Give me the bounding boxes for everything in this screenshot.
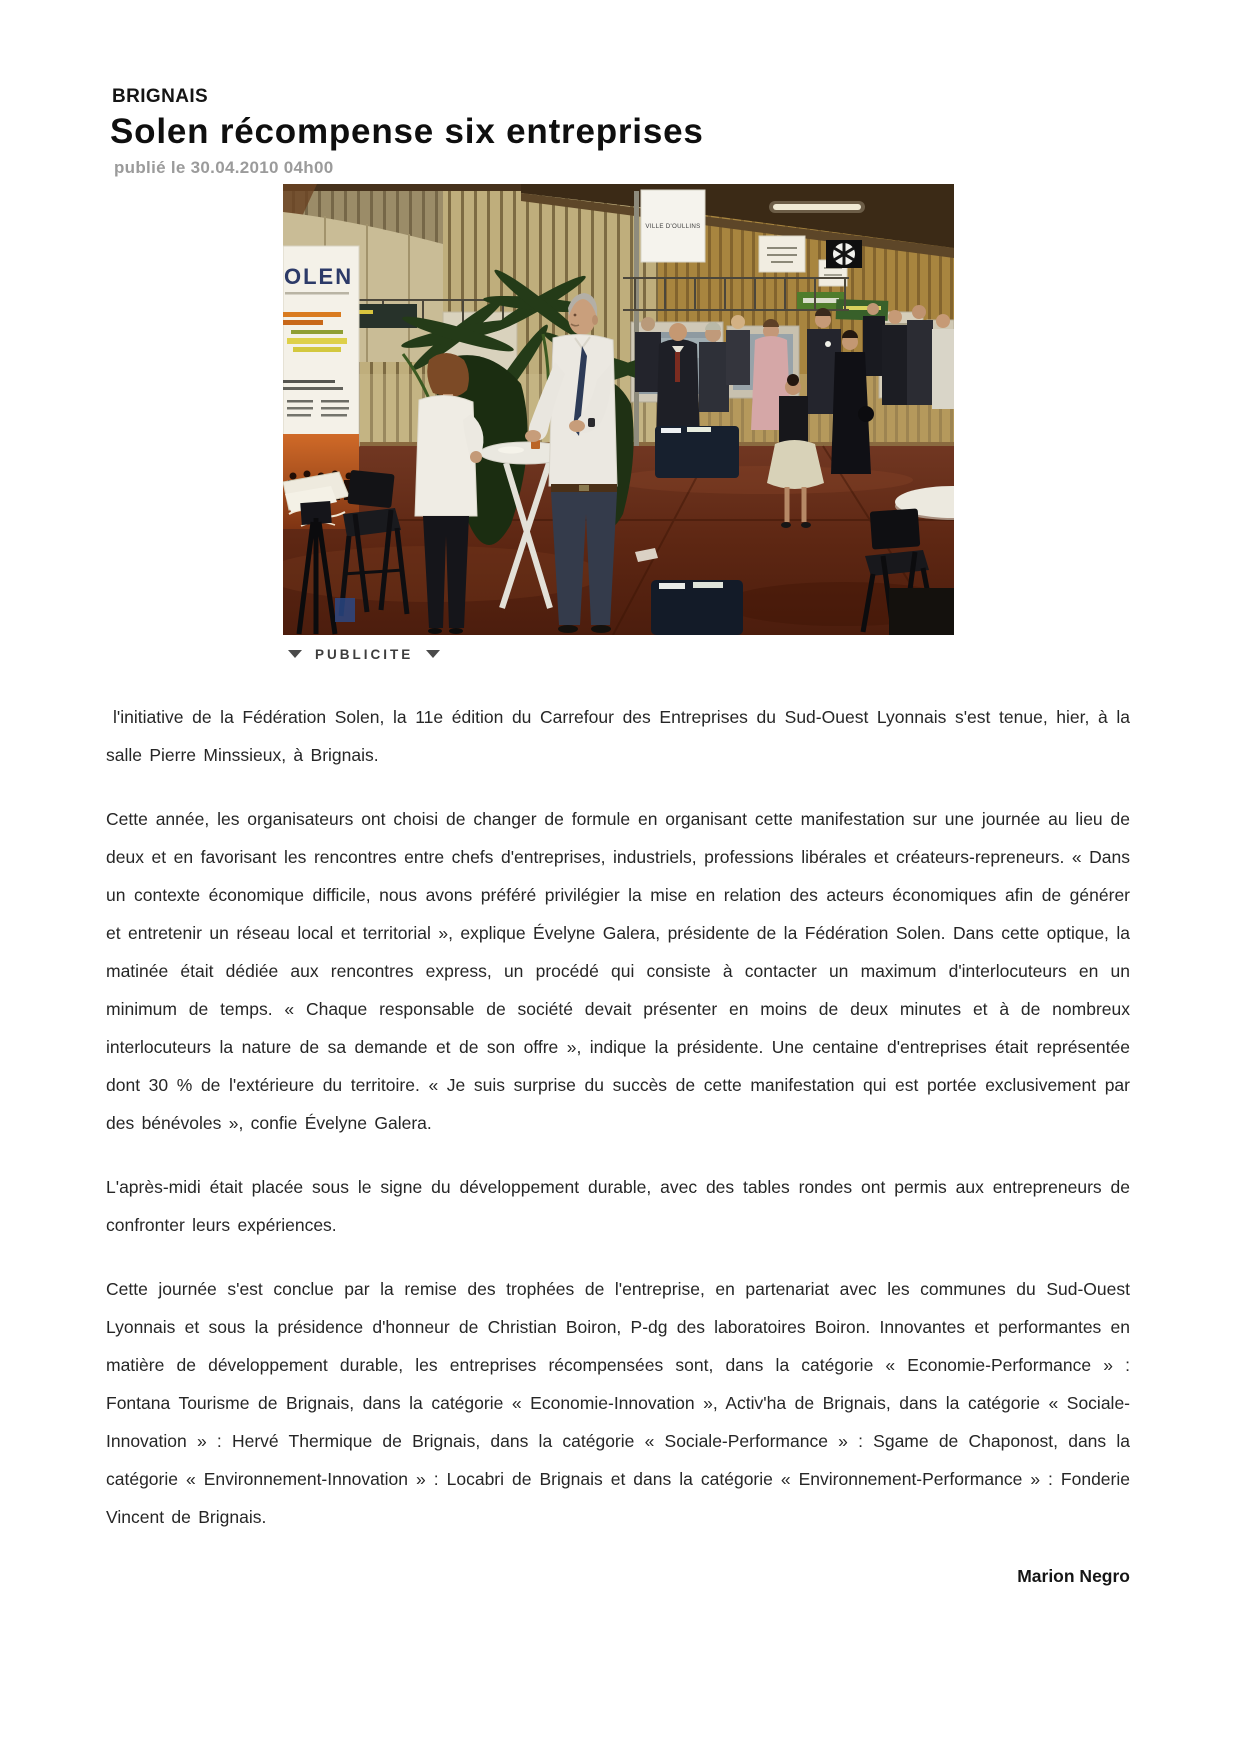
article-body: [106, 698, 1130, 1536]
paragraph-afternoon: L'après-midi était placée sous le signe du développement durable, avec des tables rondes ont permis aux entrepreneurs de confronter leurs expériences.: [106, 1177, 1130, 1235]
info-desk: [655, 426, 739, 478]
down-arrow-icon: [426, 650, 440, 658]
paragraph-intro: l'initiative de la Fédération Solen, la 11e édition du Carrefour des Entreprises du Sud-Ouest Lyonnais s'est tenue, hier, à la salle Pierre Minssieux, à Brignais.: [106, 707, 1130, 765]
event-photo-illustration: [283, 184, 954, 635]
dark-furniture-corner: [889, 588, 954, 635]
sign-pole: [634, 191, 639, 446]
paragraph-trophies: Cette journée s'est conclue par la remise des trophées de l'entreprise, en partenariat avec les communes du Sud-Ouest Lyonnais et sous la présidence d'honneur de Christian Boiron, P-dg des laboratoires Boiron. Innovantes et performantes en matière de développement durable, les entreprises récompensées sont, dans la catégorie « Economie-Performance » : Fontana Tourisme de Brignais, dans la catégorie « Economie-Innovation », Activ'ha de Brignais, dans la catégorie « Sociale-Innovation » : Hervé Thermique de Brignais, dans la catégorie « Sociale-Performance » : Sgame de Chaponost, dans la catégorie « Environnement-Innovation » : Locabri de Brignais et dans la catégorie « Environnement-Performance » : Fonderie Vincent de Brignais.: [106, 1279, 1130, 1527]
blue-case: [335, 598, 355, 622]
article-photo: [283, 184, 954, 635]
article-kicker: BRIGNAIS: [112, 86, 209, 107]
publish-date: publié le 30.04.2010 04h00: [114, 158, 334, 177]
ceiling-light: [769, 201, 865, 213]
paragraph-format-change: Cette année, les organisateurs ont choisi de changer de formule en organisant cette manifestation sur une journée au lieu de deux et en favorisant les rencontres entre chefs d'entreprises, industriels, professions libérales et créateurs-repreneurs. « Dans un contexte économique difficile, nous avons préféré privilégier la mise en relation des acteurs économiques afin de générer et entretenir un réseau local et territorial », explique Évelyne Galera, présidente de la Fédération Solen. Dans cette optique, la matinée était dédiée aux rencontres express, un procédé qui consiste à contacter un maximum d'interlocuteurs en un minimum de temps. « Chaque responsable de société devait présenter en moins de deux minutes et à de nombreux interlocuteurs la nature de sa demande et de son offre », indique la présidente. Une centaine d'entreprises était représentée dont 30 % de l'extérieure du territoire. « Je suis surprise du succès de cette manifestation qui est portée exclusivement par des bénévoles », confie Évelyne Galera.: [106, 809, 1130, 1133]
page-title: Solen récompense six entreprises: [110, 112, 704, 151]
wall-fan-icon: [826, 240, 862, 268]
buffet-table: [651, 580, 743, 635]
ad-bar: [288, 646, 1130, 662]
article-byline: Marion Negro: [1017, 1566, 1130, 1586]
down-arrow-icon: [288, 650, 302, 658]
ad-label: PUBLICITE: [315, 646, 414, 662]
banner-text-olen: OLEN: [283, 264, 353, 289]
hanging-sign: [641, 190, 705, 262]
hanging-sign-text: VILLE D'OULLINS: [644, 223, 701, 230]
